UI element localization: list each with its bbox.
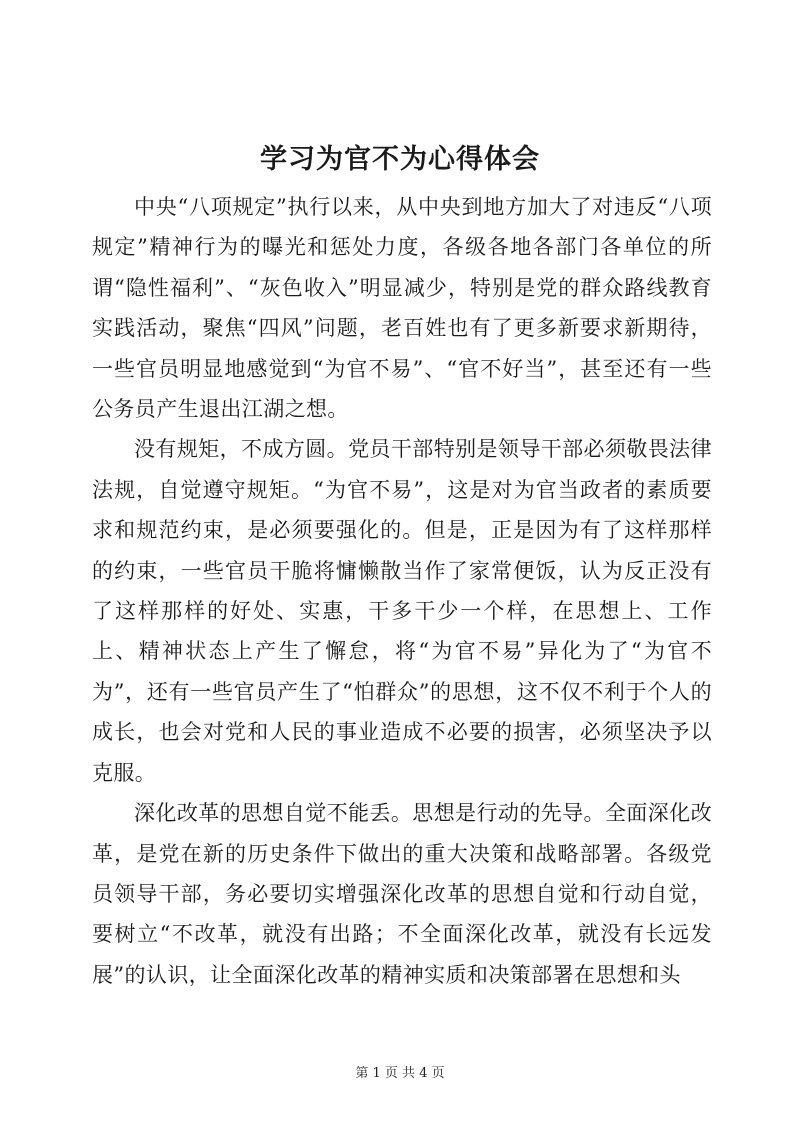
paragraph-1: 中央“八项规定”执行以来，从中央到地方加大了对违反“八项规定”精神行为的曝光和惩处力度，各级各地各部门各单位的所谓“隐性福利”、“灰色收入”明显减少，特别是党的群众路线教育实践活动，聚焦“四风”问题，老百姓也有了更多新要求新期待，一些官员明显地感觉到“为官不易”、“官不好当”，甚至还有一些公务员产生退出江湖之想。 [92, 195, 712, 422]
page-footer: 第 1 页 共 4 页 [355, 1066, 445, 1081]
document-body [92, 187, 712, 995]
paragraph-3: 深化改革的思想自觉不能丢。思想是行动的先导。全面深化改革，是党在新的历史条件下做出的重大决策和战略部署。各级党员领导干部，务必要切实增强深化改革的思想自觉和行动自觉，要树立“不改革，就没有出路；不全面深化改革，就没有长远发展”的认识，让全面深化改革的精神实质和决策部署在思想和头 [92, 801, 712, 987]
document-title: 学习为官不为心得体会 [260, 144, 540, 175]
paragraph-2: 没有规矩，不成方圆。党员干部特别是领导干部必须敬畏法律法规，自觉遵守规矩。“为官不易”，这是对为官当政者的素质要求和规范约束，是必须要强化的。但是，正是因为有了这样那样的约束，一些官员干脆将慵懒散当作了家常便饭，认为反正没有了这样那样的好处、实惠，干多干少一个样，在思想上、工作上、精神状态上产生了懈怠，将“为官不易”异化为了“为官不为”，还有一些官员产生了“怕群众”的思想，这不仅不利于个人的成长，也会对党和人民的事业造成不必要的损害，必须坚决予以克服。 [92, 437, 712, 785]
